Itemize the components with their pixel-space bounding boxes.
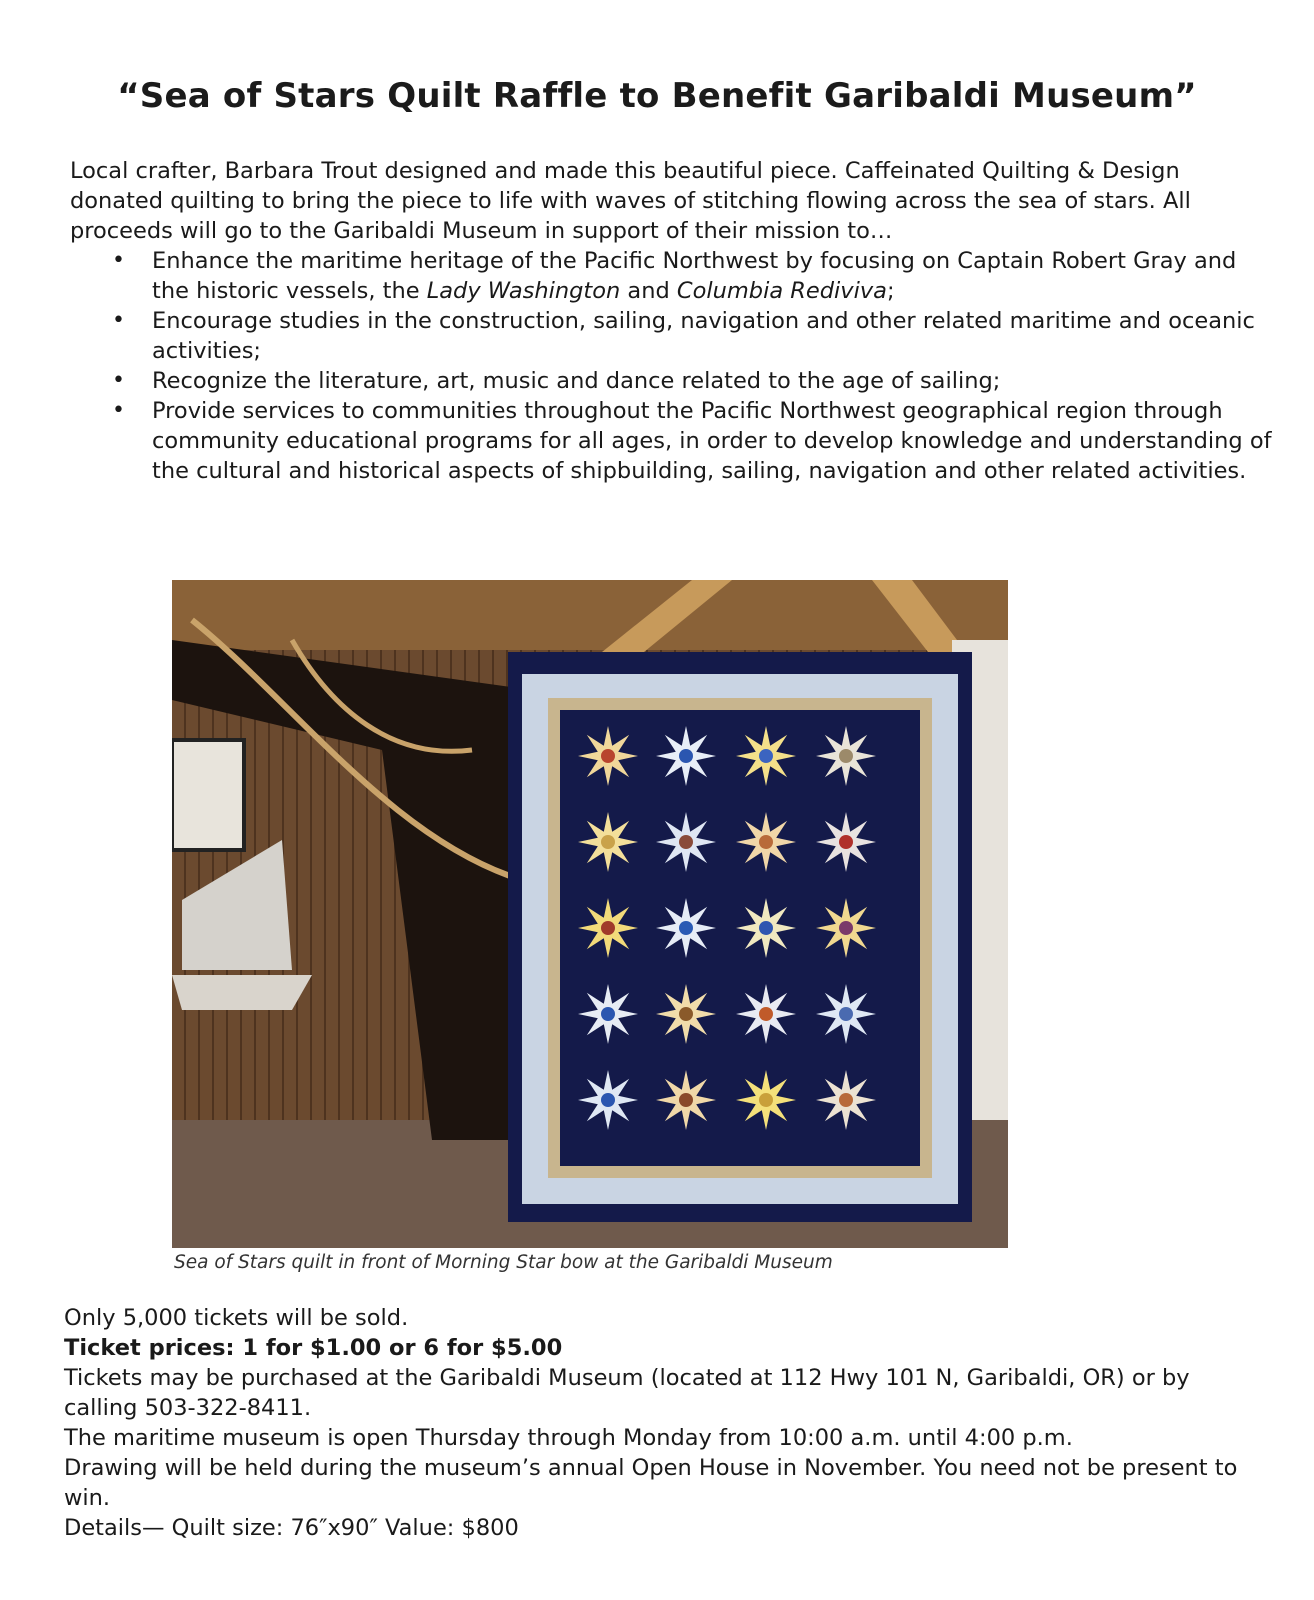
mission-item: • Provide services to communities throughout the Pacific Northwest geographical region through community educational programs for all ages, in order to develop knowledge and understanding of the cultural and historical aspects of shipbuilding, sailing, navigation and other related activities. <box>112 396 1272 486</box>
star-center-icon <box>601 749 615 763</box>
star-center-icon <box>679 1007 693 1021</box>
intro-paragraph: Local crafter, Barbara Trout designed and made this beautiful piece. Caffeinated Quilting & Design donated quilting to bring the piece to life with waves of stitching flowing across the sea of stars. All proceeds will go to the Garibaldi Museum in support of their mission to… <box>70 158 1191 244</box>
mission-item: • Recognize the literature, art, music and dance related to the age of sailing; <box>112 366 1272 396</box>
quilt-photo <box>172 580 1008 1248</box>
museum-hours: The maritime museum is open Thursday through Monday from 10:00 a.m. until 4:00 p.m. <box>64 1425 1073 1451</box>
star-center-icon <box>601 921 615 935</box>
star-center-icon <box>839 1093 853 1107</box>
star-center-icon <box>839 1007 853 1021</box>
star-center-icon <box>839 749 853 763</box>
ticket-prices: Ticket prices: 1 for $1.00 or 6 for $5.00 <box>64 1335 563 1361</box>
star-center-icon <box>679 835 693 849</box>
star-center-icon <box>839 921 853 935</box>
vessel-name: Lady Washington <box>426 278 621 304</box>
star-center-icon <box>679 1093 693 1107</box>
mission-list <box>112 246 1272 486</box>
star-center-icon <box>601 835 615 849</box>
mission-item-text: and <box>620 278 677 304</box>
quilt-photo-illustration <box>172 580 1008 1248</box>
star-center-icon <box>679 921 693 935</box>
quilt-specs: Details— Quilt size: 76″x90″ Value: $800 <box>64 1515 519 1541</box>
star-center-icon <box>759 1093 773 1107</box>
mission-item: • Encourage studies in the construction, sailing, navigation and other related maritime and oceanic activities; <box>112 306 1272 366</box>
star-center-icon <box>601 1093 615 1107</box>
star-center-icon <box>759 921 773 935</box>
star-center-icon <box>839 835 853 849</box>
ticket-details <box>64 1303 1264 1543</box>
page-title: “Sea of Stars Quilt Raffle to Benefit Garibaldi Museum” <box>117 76 1197 116</box>
star-center-icon <box>759 835 773 849</box>
mission-item <box>112 246 1272 306</box>
mission-item-text: Enhance the maritime heritage of the Pacific Northwest by focusing on Captain Robert Gray and the historic vessels, the <box>152 248 1237 304</box>
drawing-info: Drawing will be held during the museum’s annual Open House in November. You need not be present to win. <box>64 1455 1238 1511</box>
framed-picture <box>172 740 244 850</box>
star-center-icon <box>759 1007 773 1021</box>
ship-model-hull <box>172 975 312 1010</box>
vessel-name: Columbia Rediviva <box>676 278 887 304</box>
star-center-icon <box>601 1007 615 1021</box>
star-center-icon <box>759 749 773 763</box>
ticket-limit: Only 5,000 tickets will be sold. <box>64 1305 409 1331</box>
star-center-icon <box>679 749 693 763</box>
photo-caption: Sea of Stars quilt in front of Morning Star bow at the Garibaldi Museum <box>174 1252 833 1273</box>
purchase-info: Tickets may be purchased at the Garibaldi Museum (located at 112 Hwy 101 N, Garibaldi, OR) or by calling 503-322-8411. <box>64 1365 1190 1421</box>
mission-item-text: ; <box>886 278 895 304</box>
